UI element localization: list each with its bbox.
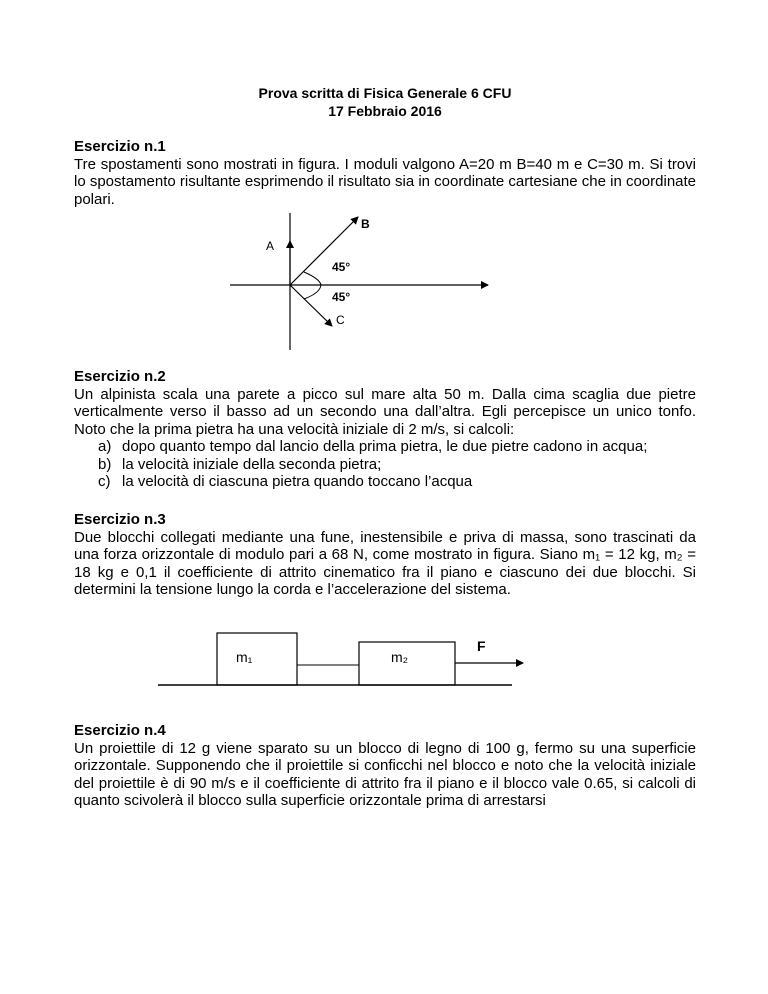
label-a: A: [266, 239, 275, 253]
exercise-3-text: Due blocchi collegati mediante una fune, inestensibile e priva di massa, sono trascinati da una forza orizzontale di modulo pari a 68 N, come mostrato in figura. Siano m₁ = 12 kg, m₂ = 18 kg e 0,1 il coefficiente di attrito cinematico fra il piano e ciascuno dei due blocchi. Si determini la tensione lungo la corda e l’accelerazione del sistema.: [74, 528, 696, 598]
vector-b: [290, 217, 358, 285]
list-text: la velocità di ciascuna pietra quando toccano l’acqua: [122, 473, 473, 490]
list-item: [98, 438, 696, 456]
list-item: [98, 473, 696, 491]
exercise-2-list: [74, 438, 696, 491]
label-m2: m₂: [391, 649, 409, 665]
exercise-2-heading: Esercizio n.2: [74, 368, 166, 385]
list-marker: b): [98, 455, 112, 473]
vector-c: [290, 285, 332, 326]
exercise-1-heading: Esercizio n.1: [74, 138, 166, 155]
exercise-3: [74, 511, 696, 599]
exercise-4: [74, 722, 696, 810]
angle-arc-top: [304, 272, 321, 285]
exercise-1-text: Tre spostamenti sono mostrati in figura. I moduli valgono A=20 m B=40 m e C=30 m. Si trovi lo spostamento risultante esprimendo il risultato sia in coordinate cartesiane che in coordinate polari.: [74, 155, 697, 208]
blocks-diagram: [150, 625, 530, 695]
label-b: B: [361, 217, 370, 231]
document-title: [74, 84, 696, 120]
angle-arc-bottom: [304, 285, 321, 299]
list-text: dopo quanto tempo dal lancio della prima pietra, le due pietre cadono in acqua;: [122, 438, 648, 455]
label-f: F: [477, 638, 486, 654]
date-line: 17 Febbraio 2016: [328, 103, 442, 119]
angle-bottom-label: 45°: [332, 290, 351, 304]
exercise-4-text: Un proiettile di 12 g viene sparato su un blocco di legno di 100 g, fermo su una superficie orizzontale. Supponendo che il proiettile si conficchi nel blocco e noto che la velocità iniziale del proiettile è di 90 m/s e il coefficiente di attrito fra il piano e il blocco vale 0.65, si calcoli di quanto scivolerà il blocco sulla superficie orizzontale prima di arrestarsi: [74, 739, 696, 809]
exercise-4-heading: Esercizio n.4: [74, 722, 166, 739]
list-marker: a): [98, 438, 112, 455]
block-m1: [217, 633, 297, 685]
list-item: [98, 456, 696, 474]
label-c: C: [336, 313, 345, 327]
exercise-2: [74, 368, 696, 491]
list-marker: c): [98, 473, 111, 490]
title-line: Prova scritta di Fisica Generale 6 CFU: [258, 85, 512, 101]
exercise-1: [74, 138, 696, 208]
exercise-2-text: Un alpinista scala una parete a picco sul mare alta 50 m. Dalla cima scaglia due pietre verticalmente verso il basso ad un secondo una dall’altra. Egli percepisce un unico tonfo. Noto che la prima pietra ha una velocità iniziale di 2 m/s, si calcoli:: [74, 385, 696, 438]
angle-top-label: 45°: [332, 260, 351, 274]
exercise-3-heading: Esercizio n.3: [74, 511, 166, 528]
list-text: la velocità iniziale della seconda pietra;: [122, 455, 382, 473]
label-m1: m₁: [236, 649, 253, 665]
vector-diagram: [220, 205, 520, 360]
